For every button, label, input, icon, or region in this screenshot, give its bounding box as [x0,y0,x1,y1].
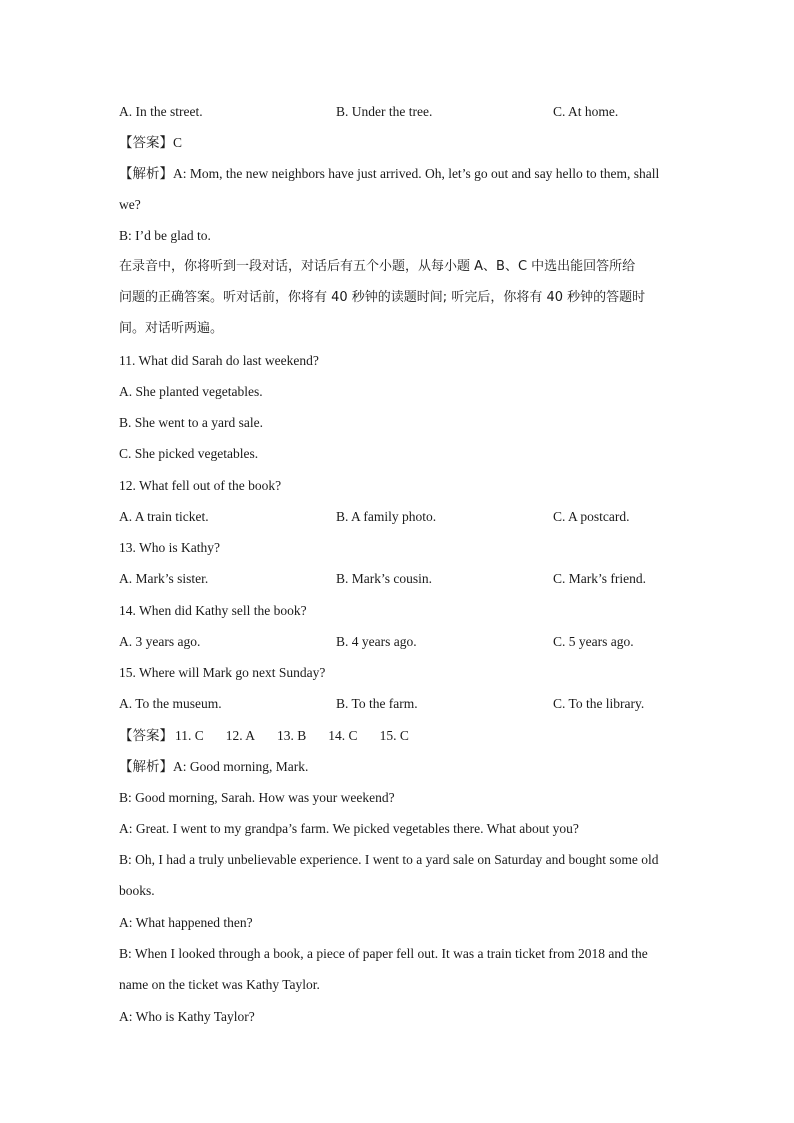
transcript-line: A: Great. I went to my grandpa’s farm. We picked vegetables there. What about you? [119,821,579,836]
question-15-option-b: B. To the farm. [336,696,418,711]
question-11-option-a: A. She planted vegetables. [119,384,263,399]
question-15-option-a: A. To the museum. [119,696,222,711]
answer-value: C [173,135,183,150]
analysis-label: 【解析】 [119,759,173,774]
question-11-option-c: C. She picked vegetables. [119,446,259,461]
prev-option-c: C. At home. [553,104,619,119]
answer-item: 11. C [175,728,204,743]
question-15-option-c: C. To the library. [553,696,645,711]
group-answer [119,727,409,745]
transcript-line: A: Who is Kathy Taylor? [119,1009,255,1024]
question-13-option-b: B. Mark’s cousin. [336,571,432,586]
transcript-line: we? [119,197,141,212]
group-analysis [119,758,308,776]
instruction-line: 问题的正确答案。听对话前，你将有 40 秒钟的读题时间; 听完后，你将有 40 秒钟的答题时 [119,290,646,305]
question-14-stem: 14. When did Kathy sell the book? [119,603,307,618]
question-14-option-c: C. 5 years ago. [553,634,634,649]
question-12-stem: 12. What fell out of the book? [119,478,282,493]
transcript-line: name on the ticket was Kathy Taylor. [119,977,320,992]
question-13-option-a: A. Mark’s sister. [119,571,209,586]
transcript-line: A: Good morning, Mark. [173,759,309,774]
question-14-option-a: A. 3 years ago. [119,634,201,649]
answer-item: 15. C [379,728,409,743]
transcript-line: A: What happened then? [119,915,253,930]
instruction-line: 在录音中，你将听到一段对话，对话后有五个小题，从每小题 A、B、C 中选出能回答所给 [119,259,636,274]
transcript-line: B: I’d be glad to. [119,228,211,243]
transcript-line: B: Good morning, Sarah. How was your weekend? [119,790,395,805]
analysis-label: 【解析】 [119,166,173,181]
answer-label: 【答案】 [119,728,173,743]
prev-analysis [119,165,659,183]
question-13-stem: 13. Who is Kathy? [119,540,220,555]
transcript-line: B: When I looked through a book, a piece of paper fell out. It was a train ticket from 2018 and the [119,946,648,961]
answer-item: 13. B [277,728,307,743]
question-12-option-a: A. A train ticket. [119,509,209,524]
answer-item: 12. A [225,728,256,743]
question-12-option-b: B. A family photo. [336,509,437,524]
prev-option-b: B. Under the tree. [336,104,433,119]
answer-label: 【答案】 [119,135,173,150]
question-14-option-b: B. 4 years ago. [336,634,417,649]
transcript-line: B: Oh, I had a truly unbelievable experience. I went to a yard sale on Saturday and bought some old [119,852,659,867]
instruction-line: 间。对话听两遍。 [119,321,224,336]
transcript-line: A: Mom, the new neighbors have just arrived. Oh, let’s go out and say hello to them, shall [173,166,660,181]
prev-answer [119,134,182,152]
question-11-option-b: B. She went to a yard sale. [119,415,263,430]
question-12-option-c: C. A postcard. [553,509,630,524]
prev-option-a: A. In the street. [119,104,203,119]
question-11-stem: 11. What did Sarah do last weekend? [119,353,319,368]
transcript-line: books. [119,883,155,898]
answer-item: 14. C [328,728,358,743]
question-13-option-c: C. Mark’s friend. [553,571,646,586]
question-15-stem: 15. Where will Mark go next Sunday? [119,665,326,680]
